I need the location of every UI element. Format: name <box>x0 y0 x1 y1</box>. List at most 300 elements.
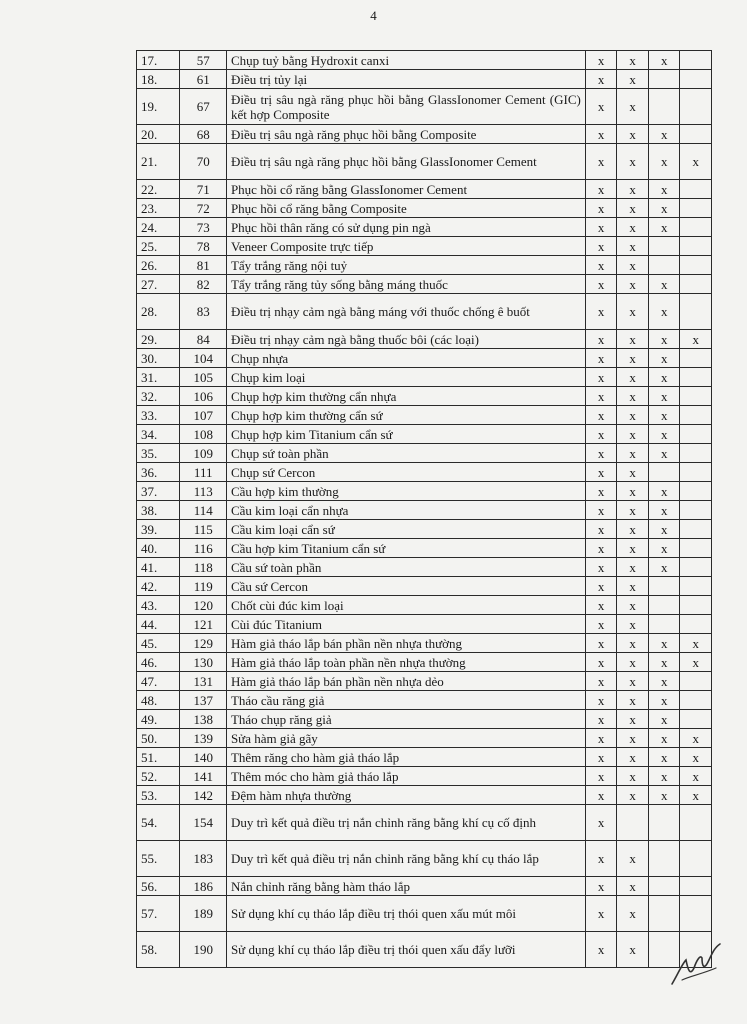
level-mark-4 <box>680 482 712 501</box>
level-mark-1: x <box>585 634 617 653</box>
procedure-code: 105 <box>180 368 226 387</box>
row-index: 32. <box>137 387 180 406</box>
level-mark-2: x <box>617 275 649 294</box>
level-mark-3 <box>648 596 680 615</box>
procedure-code: 83 <box>180 294 226 330</box>
table-row <box>137 501 712 520</box>
table-row <box>137 406 712 425</box>
procedure-code: 61 <box>180 70 226 89</box>
level-mark-4 <box>680 558 712 577</box>
level-mark-1: x <box>585 786 617 805</box>
level-mark-2: x <box>617 520 649 539</box>
level-mark-3: x <box>648 653 680 672</box>
level-mark-2: x <box>617 51 649 70</box>
procedure-code: 119 <box>180 577 226 596</box>
level-mark-4 <box>680 841 712 877</box>
procedure-name: Chụp tuỷ bằng Hydroxit canxi <box>226 51 585 70</box>
level-mark-4: x <box>680 330 712 349</box>
procedure-code: 84 <box>180 330 226 349</box>
level-mark-4: x <box>680 729 712 748</box>
level-mark-3: x <box>648 558 680 577</box>
level-mark-1: x <box>585 330 617 349</box>
row-index: 25. <box>137 237 180 256</box>
level-mark-4 <box>680 501 712 520</box>
level-mark-4 <box>680 463 712 482</box>
procedure-code: 78 <box>180 237 226 256</box>
table-row <box>137 653 712 672</box>
row-index: 35. <box>137 444 180 463</box>
level-mark-1: x <box>585 896 617 932</box>
level-mark-2: x <box>617 406 649 425</box>
row-index: 19. <box>137 89 180 125</box>
level-mark-1: x <box>585 275 617 294</box>
level-mark-1: x <box>585 805 617 841</box>
level-mark-4: x <box>680 144 712 180</box>
table-row <box>137 275 712 294</box>
table-row <box>137 180 712 199</box>
procedure-name: Cầu hợp kim Titanium cẩn sứ <box>226 539 585 558</box>
row-index: 48. <box>137 691 180 710</box>
procedure-code: 120 <box>180 596 226 615</box>
procedure-name: Tẩy trắng răng nội tuỷ <box>226 256 585 275</box>
procedure-code: 189 <box>180 896 226 932</box>
level-mark-4 <box>680 710 712 729</box>
row-index: 28. <box>137 294 180 330</box>
row-index: 46. <box>137 653 180 672</box>
procedure-name: Phục hồi thân răng có sử dụng pin ngà <box>226 218 585 237</box>
procedure-code: 139 <box>180 729 226 748</box>
level-mark-4 <box>680 51 712 70</box>
procedure-code: 113 <box>180 482 226 501</box>
table-row <box>137 596 712 615</box>
table-row <box>137 672 712 691</box>
procedure-name: Chụp sứ Cercon <box>226 463 585 482</box>
level-mark-4 <box>680 406 712 425</box>
level-mark-1: x <box>585 51 617 70</box>
table-row <box>137 463 712 482</box>
level-mark-2: x <box>617 463 649 482</box>
level-mark-3: x <box>648 349 680 368</box>
row-index: 36. <box>137 463 180 482</box>
level-mark-2: x <box>617 691 649 710</box>
table-row <box>137 520 712 539</box>
level-mark-4 <box>680 387 712 406</box>
row-index: 29. <box>137 330 180 349</box>
procedure-code: 67 <box>180 89 226 125</box>
level-mark-1: x <box>585 482 617 501</box>
level-mark-3: x <box>648 406 680 425</box>
level-mark-2: x <box>617 577 649 596</box>
level-mark-2: x <box>617 330 649 349</box>
level-mark-2: x <box>617 294 649 330</box>
level-mark-2: x <box>617 218 649 237</box>
row-index: 31. <box>137 368 180 387</box>
procedure-name: Chụp kim loại <box>226 368 585 387</box>
level-mark-3 <box>648 256 680 275</box>
procedure-code: 154 <box>180 805 226 841</box>
level-mark-3: x <box>648 294 680 330</box>
procedure-name: Hàm giả tháo lắp bán phần nền nhựa dẻo <box>226 672 585 691</box>
level-mark-2: x <box>617 710 649 729</box>
row-index: 56. <box>137 877 180 896</box>
procedure-name: Sửa hàm giả gãy <box>226 729 585 748</box>
level-mark-1: x <box>585 89 617 125</box>
table-row <box>137 349 712 368</box>
level-mark-2: x <box>617 387 649 406</box>
procedure-name: Duy trì kết quả điều trị nắn chỉnh răng bằng khí cụ cố định <box>226 805 585 841</box>
level-mark-4 <box>680 294 712 330</box>
row-index: 55. <box>137 841 180 877</box>
row-index: 27. <box>137 275 180 294</box>
level-mark-1: x <box>585 672 617 691</box>
table-row <box>137 70 712 89</box>
level-mark-4 <box>680 89 712 125</box>
row-index: 34. <box>137 425 180 444</box>
procedure-name: Cầu sứ Cercon <box>226 577 585 596</box>
level-mark-4 <box>680 596 712 615</box>
level-mark-3: x <box>648 368 680 387</box>
procedure-name: Cầu sứ toàn phần <box>226 558 585 577</box>
procedure-name: Cầu kim loại cẩn sứ <box>226 520 585 539</box>
level-mark-4 <box>680 691 712 710</box>
level-mark-1: x <box>585 729 617 748</box>
procedure-code: 81 <box>180 256 226 275</box>
procedure-name: Chụp hợp kim thường cẩn nhựa <box>226 387 585 406</box>
level-mark-2: x <box>617 653 649 672</box>
table-row <box>137 330 712 349</box>
table-row <box>137 125 712 144</box>
table-row <box>137 199 712 218</box>
row-index: 43. <box>137 596 180 615</box>
level-mark-2: x <box>617 634 649 653</box>
level-mark-1: x <box>585 256 617 275</box>
table-row <box>137 841 712 877</box>
row-index: 45. <box>137 634 180 653</box>
level-mark-2: x <box>617 444 649 463</box>
procedure-name: Chụp hợp kim Titanium cẩn sứ <box>226 425 585 444</box>
procedure-table-body <box>137 51 712 968</box>
table-row <box>137 237 712 256</box>
level-mark-2: x <box>617 932 649 968</box>
level-mark-1: x <box>585 294 617 330</box>
procedure-name: Điều trị sâu ngà răng phục hồi bằng Composite <box>226 125 585 144</box>
table-row <box>137 444 712 463</box>
level-mark-1: x <box>585 539 617 558</box>
table-row <box>137 368 712 387</box>
procedure-code: 142 <box>180 786 226 805</box>
procedure-code: 106 <box>180 387 226 406</box>
level-mark-3: x <box>648 691 680 710</box>
level-mark-2: x <box>617 349 649 368</box>
level-mark-3: x <box>648 275 680 294</box>
level-mark-3: x <box>648 786 680 805</box>
level-mark-1: x <box>585 653 617 672</box>
level-mark-2: x <box>617 841 649 877</box>
row-index: 23. <box>137 199 180 218</box>
level-mark-4 <box>680 520 712 539</box>
level-mark-4: x <box>680 748 712 767</box>
row-index: 33. <box>137 406 180 425</box>
level-mark-4 <box>680 539 712 558</box>
row-index: 39. <box>137 520 180 539</box>
level-mark-2: x <box>617 539 649 558</box>
level-mark-1: x <box>585 615 617 634</box>
procedure-code: 131 <box>180 672 226 691</box>
level-mark-3: x <box>648 425 680 444</box>
level-mark-1: x <box>585 368 617 387</box>
level-mark-2: x <box>617 199 649 218</box>
procedure-code: 73 <box>180 218 226 237</box>
level-mark-2: x <box>617 368 649 387</box>
procedure-name: Phục hồi cổ răng bằng Composite <box>226 199 585 218</box>
level-mark-2: x <box>617 144 649 180</box>
level-mark-3: x <box>648 387 680 406</box>
level-mark-2: x <box>617 896 649 932</box>
level-mark-2: x <box>617 877 649 896</box>
procedure-name: Điều trị nhạy cảm ngà bằng thuốc bôi (các loại) <box>226 330 585 349</box>
level-mark-1: x <box>585 406 617 425</box>
row-index: 57. <box>137 896 180 932</box>
level-mark-2 <box>617 805 649 841</box>
procedure-name: Thêm răng cho hàm giả tháo lắp <box>226 748 585 767</box>
level-mark-1: x <box>585 349 617 368</box>
table-row <box>137 805 712 841</box>
procedure-code: 82 <box>180 275 226 294</box>
level-mark-3: x <box>648 672 680 691</box>
level-mark-1: x <box>585 444 617 463</box>
level-mark-1: x <box>585 932 617 968</box>
level-mark-3: x <box>648 748 680 767</box>
level-mark-3: x <box>648 144 680 180</box>
level-mark-2: x <box>617 672 649 691</box>
level-mark-1: x <box>585 144 617 180</box>
level-mark-2: x <box>617 501 649 520</box>
level-mark-3 <box>648 70 680 89</box>
table-row <box>137 767 712 786</box>
level-mark-2: x <box>617 180 649 199</box>
row-index: 17. <box>137 51 180 70</box>
table-row <box>137 577 712 596</box>
procedure-code: 138 <box>180 710 226 729</box>
table-row <box>137 691 712 710</box>
level-mark-3 <box>648 615 680 634</box>
level-mark-2: x <box>617 70 649 89</box>
level-mark-3 <box>648 577 680 596</box>
level-mark-3: x <box>648 539 680 558</box>
level-mark-3 <box>648 805 680 841</box>
procedure-code: 116 <box>180 539 226 558</box>
table-row <box>137 425 712 444</box>
level-mark-4 <box>680 577 712 596</box>
row-index: 20. <box>137 125 180 144</box>
procedure-code: 104 <box>180 349 226 368</box>
procedure-name: Tháo cầu răng giả <box>226 691 585 710</box>
procedure-name: Hàm giả tháo lắp bán phần nền nhựa thường <box>226 634 585 653</box>
level-mark-4 <box>680 256 712 275</box>
level-mark-1: x <box>585 180 617 199</box>
row-index: 44. <box>137 615 180 634</box>
procedure-table <box>136 50 712 968</box>
table-row <box>137 729 712 748</box>
procedure-name: Duy trì kết quả điều trị nắn chỉnh răng bằng khí cụ tháo lắp <box>226 841 585 877</box>
level-mark-3: x <box>648 180 680 199</box>
procedure-name: Điều trị sâu ngà răng phục hồi bằng GlassIonomer Cement (GIC) kết hợp Composite <box>226 89 585 125</box>
row-index: 38. <box>137 501 180 520</box>
level-mark-4 <box>680 896 712 932</box>
row-index: 58. <box>137 932 180 968</box>
level-mark-1: x <box>585 767 617 786</box>
level-mark-4 <box>680 805 712 841</box>
procedure-name: Chụp hợp kim thường cẩn sứ <box>226 406 585 425</box>
level-mark-4 <box>680 368 712 387</box>
level-mark-2: x <box>617 558 649 577</box>
row-index: 49. <box>137 710 180 729</box>
procedure-code: 129 <box>180 634 226 653</box>
row-index: 18. <box>137 70 180 89</box>
level-mark-4 <box>680 275 712 294</box>
procedure-code: 186 <box>180 877 226 896</box>
level-mark-2: x <box>617 89 649 125</box>
procedure-name: Hàm giả tháo lắp toàn phần nền nhựa thường <box>226 653 585 672</box>
procedure-code: 72 <box>180 199 226 218</box>
level-mark-1: x <box>585 558 617 577</box>
procedure-name: Cầu hợp kim thường <box>226 482 585 501</box>
level-mark-4 <box>680 877 712 896</box>
level-mark-1: x <box>585 691 617 710</box>
level-mark-2: x <box>617 729 649 748</box>
level-mark-3 <box>648 841 680 877</box>
row-index: 40. <box>137 539 180 558</box>
procedure-code: 71 <box>180 180 226 199</box>
row-index: 50. <box>137 729 180 748</box>
table-row <box>137 748 712 767</box>
level-mark-1: x <box>585 237 617 256</box>
level-mark-3: x <box>648 520 680 539</box>
level-mark-1: x <box>585 425 617 444</box>
level-mark-3: x <box>648 710 680 729</box>
table-row <box>137 896 712 932</box>
procedure-name: Đệm hàm nhựa thường <box>226 786 585 805</box>
level-mark-1: x <box>585 387 617 406</box>
level-mark-4 <box>680 672 712 691</box>
procedure-code: 190 <box>180 932 226 968</box>
level-mark-1: x <box>585 596 617 615</box>
level-mark-1: x <box>585 841 617 877</box>
table-row <box>137 786 712 805</box>
page-number: 4 <box>370 8 377 23</box>
procedure-code: 183 <box>180 841 226 877</box>
level-mark-2: x <box>617 482 649 501</box>
level-mark-3: x <box>648 767 680 786</box>
procedure-name: Sử dụng khí cụ tháo lắp điều trị thói quen xấu đẩy lưỡi <box>226 932 585 968</box>
procedure-name: Thêm móc cho hàm giả tháo lắp <box>226 767 585 786</box>
procedure-code: 107 <box>180 406 226 425</box>
level-mark-2: x <box>617 615 649 634</box>
level-mark-2: x <box>617 237 649 256</box>
table-row <box>137 932 712 968</box>
row-index: 54. <box>137 805 180 841</box>
procedure-name: Cầu kim loại cẩn nhựa <box>226 501 585 520</box>
table-row <box>137 482 712 501</box>
level-mark-3: x <box>648 501 680 520</box>
level-mark-1: x <box>585 463 617 482</box>
procedure-name: Phục hồi cổ răng bằng GlassIonomer Cement <box>226 180 585 199</box>
procedure-code: 108 <box>180 425 226 444</box>
row-index: 51. <box>137 748 180 767</box>
procedure-name: Điều trị tủy lại <box>226 70 585 89</box>
level-mark-4: x <box>680 767 712 786</box>
row-index: 26. <box>137 256 180 275</box>
level-mark-3: x <box>648 729 680 748</box>
procedure-name: Điều trị nhạy cảm ngà bằng máng với thuốc chống ê buốt <box>226 294 585 330</box>
procedure-name: Chốt cùi đúc kim loại <box>226 596 585 615</box>
table-row <box>137 634 712 653</box>
procedure-name: Tẩy trắng răng tủy sống bằng máng thuốc <box>226 275 585 294</box>
row-index: 24. <box>137 218 180 237</box>
level-mark-1: x <box>585 218 617 237</box>
level-mark-3 <box>648 896 680 932</box>
row-index: 30. <box>137 349 180 368</box>
level-mark-3 <box>648 237 680 256</box>
level-mark-4: x <box>680 634 712 653</box>
level-mark-2: x <box>617 786 649 805</box>
procedure-name: Cùi đúc Titanium <box>226 615 585 634</box>
level-mark-2: x <box>617 767 649 786</box>
level-mark-4 <box>680 199 712 218</box>
row-index: 42. <box>137 577 180 596</box>
table-row <box>137 144 712 180</box>
level-mark-2: x <box>617 596 649 615</box>
procedure-code: 57 <box>180 51 226 70</box>
procedure-code: 68 <box>180 125 226 144</box>
procedure-code: 109 <box>180 444 226 463</box>
table-row <box>137 615 712 634</box>
level-mark-3: x <box>648 444 680 463</box>
level-mark-4 <box>680 218 712 237</box>
procedure-code: 130 <box>180 653 226 672</box>
level-mark-2: x <box>617 256 649 275</box>
level-mark-3 <box>648 463 680 482</box>
table-row <box>137 218 712 237</box>
level-mark-1: x <box>585 748 617 767</box>
level-mark-3: x <box>648 125 680 144</box>
row-index: 37. <box>137 482 180 501</box>
level-mark-3 <box>648 877 680 896</box>
table-row <box>137 539 712 558</box>
procedure-name: Điều trị sâu ngà răng phục hồi bằng GlassIonomer Cement <box>226 144 585 180</box>
table-row <box>137 710 712 729</box>
level-mark-4 <box>680 180 712 199</box>
signature-mark <box>668 940 724 988</box>
level-mark-2: x <box>617 425 649 444</box>
procedure-name: Chụp nhựa <box>226 349 585 368</box>
level-mark-3: x <box>648 330 680 349</box>
level-mark-4: x <box>680 653 712 672</box>
level-mark-1: x <box>585 520 617 539</box>
procedure-code: 137 <box>180 691 226 710</box>
row-index: 22. <box>137 180 180 199</box>
table-row <box>137 387 712 406</box>
level-mark-4 <box>680 237 712 256</box>
level-mark-3: x <box>648 634 680 653</box>
level-mark-3 <box>648 89 680 125</box>
level-mark-4 <box>680 349 712 368</box>
row-index: 21. <box>137 144 180 180</box>
procedure-code: 115 <box>180 520 226 539</box>
table-row <box>137 256 712 275</box>
procedure-code: 118 <box>180 558 226 577</box>
procedure-name: Tháo chụp răng giả <box>226 710 585 729</box>
